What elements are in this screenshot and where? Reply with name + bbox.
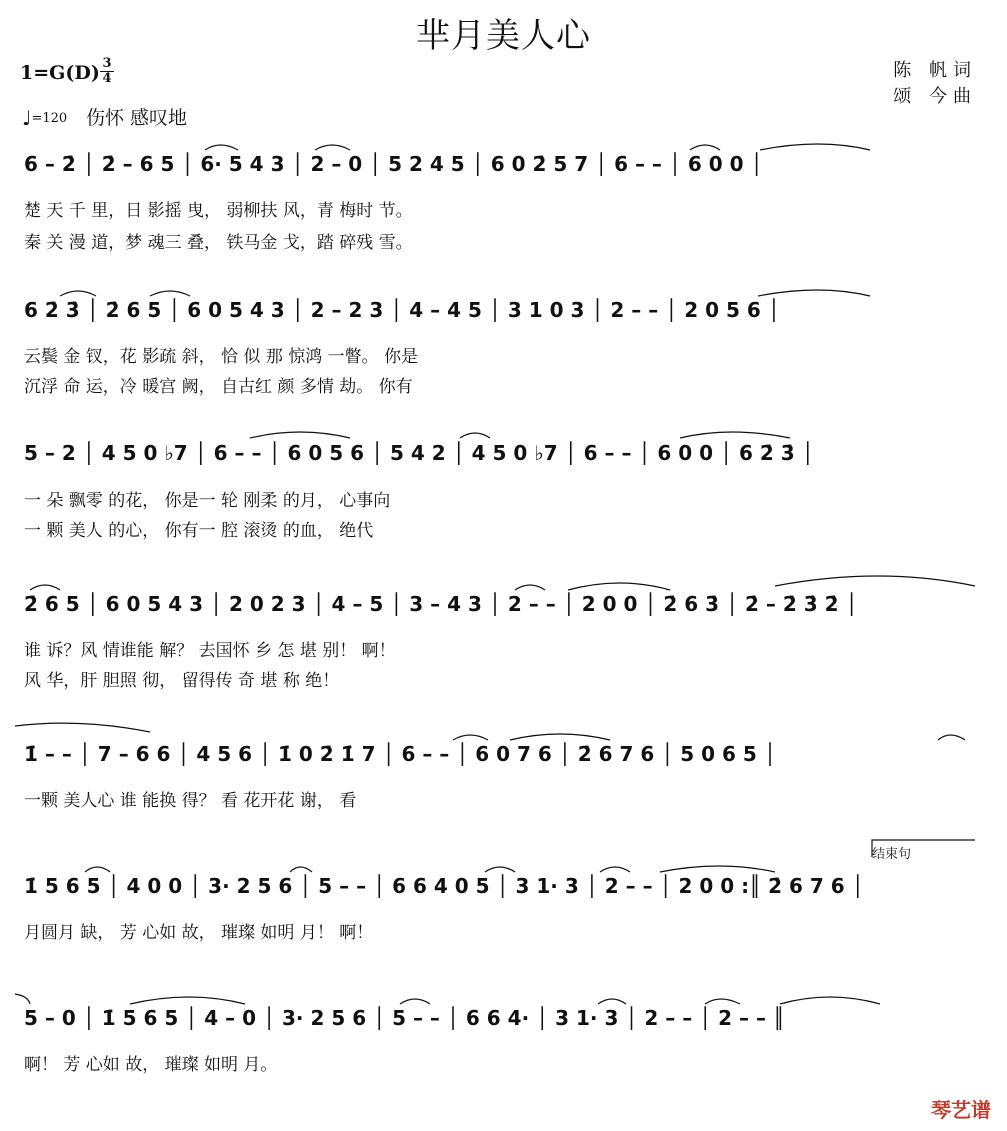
score-row-1-lyrics-verse-1: 楚 天 千 里，日 影摇 曳， 弱柳扶 风，青 梅时 节。 bbox=[24, 201, 413, 221]
score-row-3-lyrics-verse-2: 一 颗 美人 的心， 你有一 腔 滚烫 的血， 绝代 bbox=[24, 521, 374, 541]
slur-row3-b bbox=[460, 433, 490, 438]
score-row-6-lyrics: 月圆月 缺， 芳 心如 故， 璀璨 如明 月！ 啊！ bbox=[24, 923, 374, 943]
slur-row6-b bbox=[290, 867, 312, 872]
tie-row4-c bbox=[568, 583, 670, 590]
site-logo: 琴艺谱 bbox=[931, 1098, 991, 1122]
slur-row2-b bbox=[150, 291, 190, 296]
score-row-4-lyrics-verse-2: 风 华，肝 胆照 彻， 留得传 奇 堪 称 绝！ bbox=[24, 671, 340, 691]
slur-row4-d bbox=[775, 576, 975, 586]
score-row-2-lyrics-verse-1: 云鬓 金 钗，花 影疏 斜， 恰 似 那 惊鸿 一瞥。 你是 bbox=[24, 347, 419, 367]
score-row-3-notes: 5 – 2 │ 4 5 0 ♭7 │ 6 – – │ 6 0 5 6 │ 5 4 2 │ 4 5 0 ♭7 │ 6 – – │ 6 0 0 │ 6 2̇ 3̇ │ bbox=[24, 441, 814, 465]
slur-row2-a bbox=[60, 291, 96, 296]
key-signature: 1=G(D) bbox=[20, 62, 100, 84]
score-row-5-notes: 1̇ – – │ 7 – 6 6 │ 4 5 6 │ 1̇ 0 2̇ 1̇ 7 │ 6 – – │ 6 0 7 6 │ 2̇ 6 7 6 │ 5 0 6 5 │ bbox=[24, 742, 776, 766]
time-signature-bottom: 4 bbox=[102, 71, 112, 86]
score-row-2-notes: 6 2̇ 3̇ │ 2̇ 6 5 │ 6 0 5 4 3 │ 2 – 2 3 │ 4 – 4 5 │ 3 1 0 3 │ 2 – – │ 2 0 5 6 │ bbox=[24, 298, 780, 322]
tie-row6-e bbox=[660, 866, 775, 872]
slur-row1-b bbox=[315, 145, 350, 150]
score-row-1-lyrics-verse-2: 秦 关 漫 道，梦 魂三 叠， 铁马金 戈，踏 碎残 雪。 bbox=[24, 233, 413, 253]
lyricist-credit: 陈 帆词 bbox=[893, 60, 977, 81]
time-signature-top: 3 bbox=[102, 56, 112, 71]
score-row-5-lyrics: 一颗 美人心 谁 能换 得？ 看 花开花 谢， 看 bbox=[24, 791, 357, 811]
slur-row4-b bbox=[515, 585, 545, 590]
slur-row7-e bbox=[705, 999, 740, 1004]
slur-row1-c bbox=[690, 145, 720, 150]
slur-row5-d bbox=[938, 735, 965, 740]
quarter-note-icon: ♩ bbox=[22, 106, 32, 130]
slur-row4-a bbox=[30, 585, 60, 590]
slur-row6-a bbox=[85, 867, 110, 872]
page-title: 芈月美人心 bbox=[416, 16, 591, 56]
slur-row7-b bbox=[130, 997, 245, 1004]
score-row-4-lyrics-verse-1: 谁 诉？风 情谁能 解？ 去国怀 乡 怎 堪 别！ 啊！ bbox=[24, 641, 396, 661]
tie-row2-c bbox=[758, 290, 870, 296]
score-row-6-notes: 1̇ 5 6 5 │ 4 0 0 │ 3· 2 5 6 │ 5 – – │ 6 6 4 0 5 │ 3 1· 3 │ 2 – – │ 2 0 0 :║ 2̇ 6 7 6 │ bbox=[24, 874, 864, 898]
score-row-7-lyrics: 啊！ 芳 心如 故， 璀璨 如明 月。 bbox=[24, 1055, 278, 1075]
score-row-3-lyrics-verse-1: 一 朵 飘零 的花， 你是一 轮 刚柔 的月， 心事向 bbox=[24, 491, 391, 511]
tempo-value: =120 bbox=[31, 111, 68, 126]
slur-row6-d bbox=[600, 867, 630, 872]
tie-row3-a bbox=[250, 432, 350, 438]
slur-row5-b bbox=[453, 735, 488, 740]
bracket-ending bbox=[872, 840, 975, 857]
tie-row1-d bbox=[760, 144, 870, 150]
tie-row5-c bbox=[510, 734, 610, 740]
score-row-1-notes: 6 – 2̇ │ 2̇ – 6 5 │ 6· 5 4 3 │ 2 – 0 │ 5 2 4 5 │ 6 0 2̇ 5 7 │ 6 – – │ 6 0 0 │ bbox=[24, 152, 763, 176]
tie-row5-a bbox=[15, 723, 150, 732]
tie-row7-f bbox=[780, 997, 880, 1004]
slur-row7-c bbox=[400, 999, 430, 1004]
score-row-7-notes: 5 – 0 │ 1̇ 5 6 5 │ 4 – 0 │ 3· 2 5 6 │ 5 – – │ 6 6 4· │ 3 1· 3 │ 2 – – │ 2 – – ║ bbox=[24, 1006, 786, 1030]
score-row-2-lyrics-verse-2: 沉浮 命 运，冷 暖宫 阙， 自古红 颜 多情 劫。 你有 bbox=[24, 377, 413, 397]
tie-row7-a bbox=[15, 994, 30, 1004]
ending-label: 结束句 bbox=[872, 847, 912, 862]
slur-row1-a bbox=[205, 145, 238, 150]
composer-credit: 颂 今曲 bbox=[893, 86, 977, 107]
tie-row3-c bbox=[680, 432, 790, 438]
score-row-4-notes: 2̇ 6 5 │ 6 0 5 4 3 │ 2 0 2 3 │ 4 – 5 │ 3 – 4 3 │ 2 – – │ 2 0 0 │ 2̇ 6 3̇ │ 2̇ – 2̇ 3̇ 2̇ │ bbox=[24, 592, 858, 616]
slur-row7-d bbox=[598, 999, 626, 1004]
slur-row6-c bbox=[485, 867, 515, 872]
expression-marking: 伤怀 感叹地 bbox=[86, 107, 188, 129]
